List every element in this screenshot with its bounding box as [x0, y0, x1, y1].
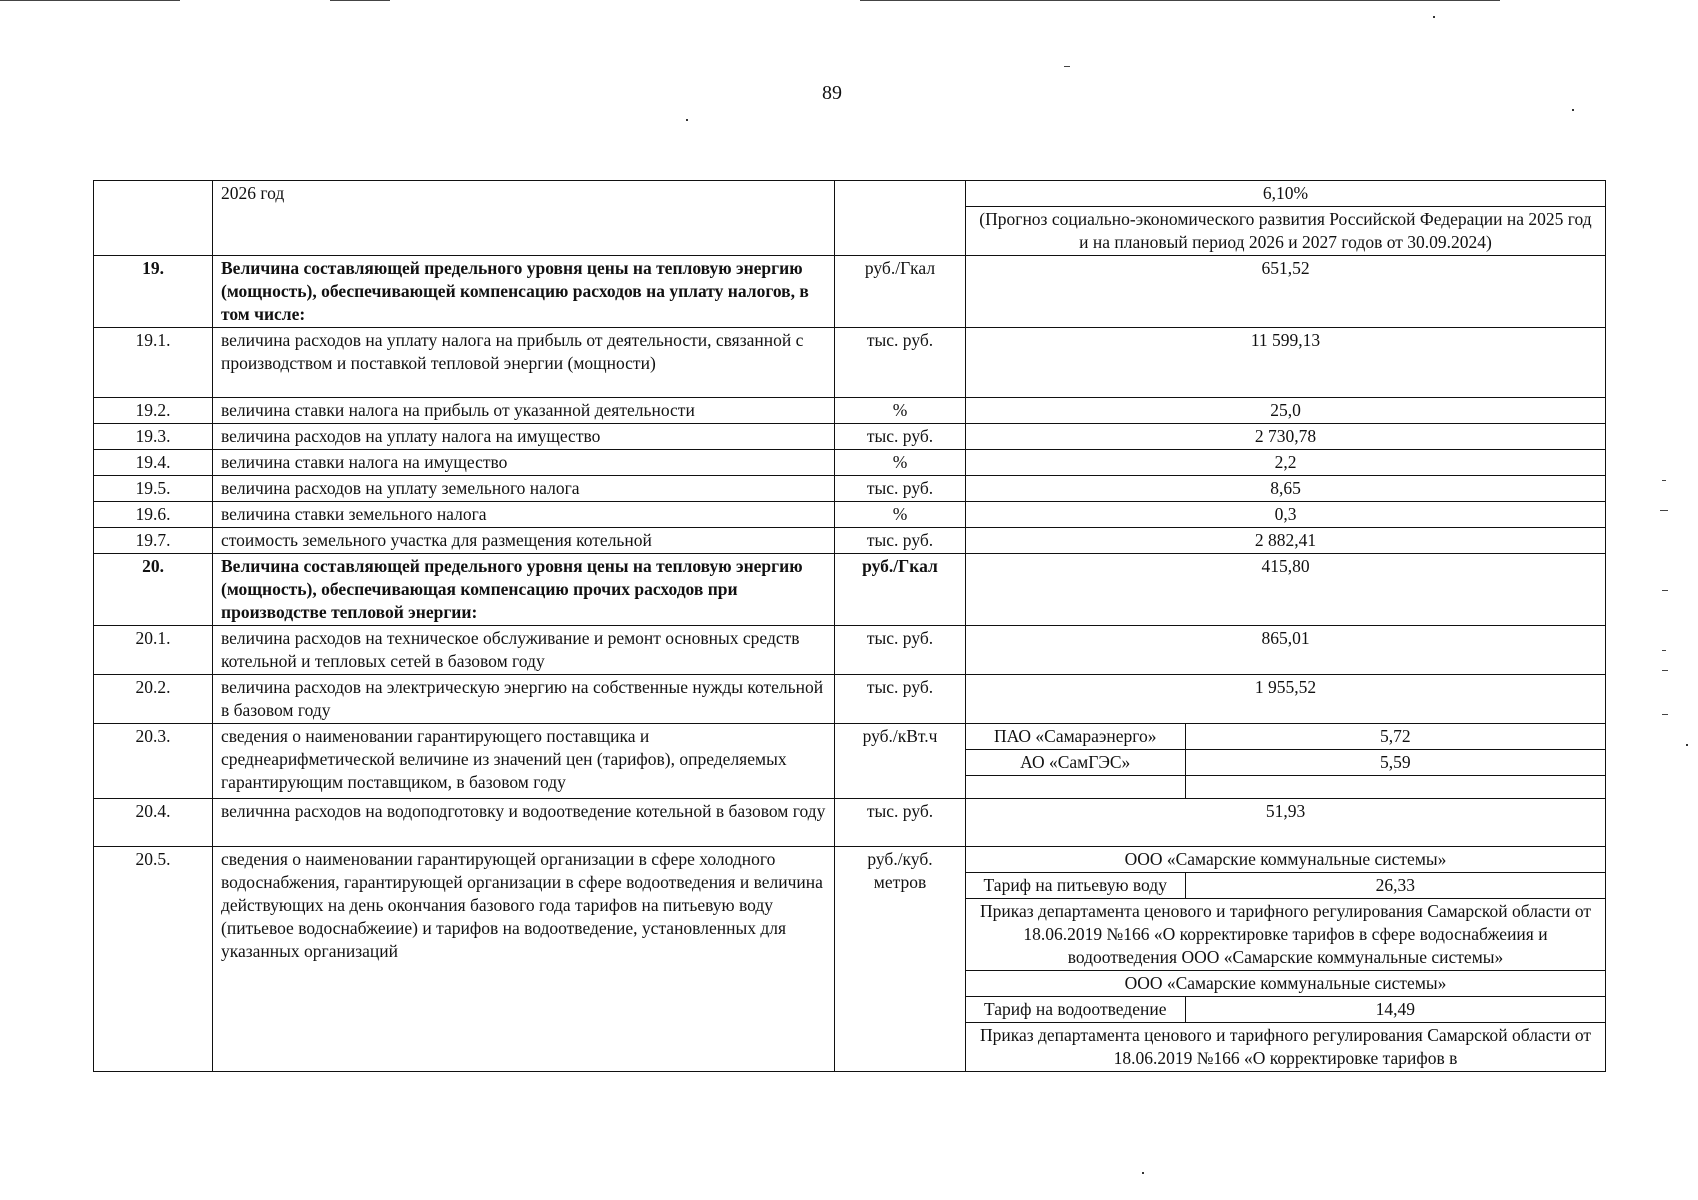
row-unit: тыс. руб. — [835, 528, 966, 554]
row-number: 20.3. — [94, 724, 213, 799]
row-unit: руб./Гкал — [835, 554, 966, 626]
row-text: стоимость земельного участка для размещения котельной — [213, 528, 835, 554]
row-number: 19.2. — [94, 398, 213, 424]
row-value: 0,3 — [966, 502, 1606, 528]
scan-mark — [1662, 480, 1666, 481]
row-number: 20.4. — [94, 798, 213, 846]
table-row — [94, 528, 1606, 554]
regulation-order: Приказ департамента ценового и тарифного регулирования Самарской области от 18.06.2019 №166 «О корректировке тарифов в сфере водоснабжеиия и водоотведения ООО «Самарские коммунальные системы» — [966, 898, 1605, 970]
empty-cell — [966, 776, 1185, 798]
sewer-org-name: ООО «Самарские коммунальные системы» — [966, 970, 1605, 996]
scan-mark — [860, 0, 1500, 1]
table-row — [94, 398, 1606, 424]
scan-mark — [1660, 510, 1668, 511]
table-row — [94, 675, 1606, 724]
table-row — [94, 181, 1606, 256]
row-value: 1 955,52 — [966, 675, 1606, 724]
water-org-name: ООО «Самарские коммунальные системы» — [966, 847, 1605, 873]
row-value: 25,0 — [966, 398, 1606, 424]
supplier-cell — [966, 724, 1606, 799]
row-unit: тыс. руб. — [835, 798, 966, 846]
row-number: 19.7. — [94, 528, 213, 554]
regulation-order: Приказ департамента ценового и тарифного регулирования Самарской области от 18.06.2019 №166 «О корректировке тарифов в — [979, 1024, 1592, 1068]
scan-mark — [1662, 590, 1668, 591]
row-text: Величина составляющей предельного уровня цены на тепловую энергию (мощность), обеспечивающая компенсацию прочих расходов при производстве тепловой энергии: — [213, 554, 835, 626]
row-unit: % — [835, 450, 966, 476]
table-row — [94, 626, 1606, 675]
row-unit: % — [835, 502, 966, 528]
supplier-price: 5,59 — [1185, 750, 1605, 776]
table-row — [94, 424, 1606, 450]
row-value: 8,65 — [966, 476, 1606, 502]
scan-mark — [1142, 1172, 1144, 1174]
tariff-label: Тариф на водоотведение — [966, 996, 1185, 1022]
row-unit — [835, 181, 966, 256]
scan-mark — [1662, 714, 1668, 715]
scan-mark — [1662, 650, 1666, 651]
row-value: 2,2 — [966, 450, 1606, 476]
scan-mark — [1686, 744, 1688, 746]
row-unit: тыс. руб. — [835, 675, 966, 724]
supplier-name: АО «СамГЭС» — [966, 750, 1185, 776]
row-text: величина расходов на уплату земельного налога — [213, 476, 835, 502]
row-number: 20.5. — [94, 846, 213, 1071]
supplier-name: ПАО «Самараэнерго» — [966, 724, 1185, 750]
supplier-price: 5,72 — [1185, 724, 1605, 750]
row-value: 651,52 — [966, 256, 1606, 328]
row-number: 19.6. — [94, 502, 213, 528]
table-row — [94, 798, 1606, 846]
tariff-label: Тариф на питьевую воду — [966, 872, 1185, 898]
scan-mark — [1572, 109, 1574, 111]
row-number: 19.5. — [94, 476, 213, 502]
row-number: 20.1. — [94, 626, 213, 675]
row-text: величина ставки налога на имущество — [213, 450, 835, 476]
scan-mark — [0, 0, 180, 1]
row-text: сведения о наименовании гарантирующего поставщика и среднеарифметической величине из значений цен (тарифов), определяемых гарантирующим поставщиком, в базовом году — [213, 724, 835, 799]
row-unit: тыс. руб. — [835, 476, 966, 502]
row-unit: тыс. руб. — [835, 424, 966, 450]
table-row — [94, 554, 1606, 626]
row-value: 2 730,78 — [966, 424, 1606, 450]
table-row — [94, 502, 1606, 528]
scan-mark — [686, 119, 688, 121]
water-tariff-cell — [966, 846, 1606, 1071]
row-number: 19.4. — [94, 450, 213, 476]
row-unit: руб./кВт.ч — [835, 724, 966, 799]
row-unit: % — [835, 398, 966, 424]
row-text: Величина составляющей предельного уровня цены на тепловую энергию (мощность), обеспечивающей компенсацию расходов на уплату налогов, в том числе: — [213, 256, 835, 328]
scan-mark — [330, 0, 390, 1]
row-text: сведения о наименовании гарантирующей организации в сфере холодного водоснабжения, гарантирующей организации в сфере водоотведения и величина действующих на день окончания базового года тарифов на питьевую воду (питьевое водоснабжеиие) и тарифов на водоотведение, установленных для указанных организаций — [213, 846, 835, 1071]
scan-mark — [1433, 16, 1435, 18]
row-number: 20. — [94, 554, 213, 626]
row-value: 51,93 — [966, 798, 1606, 846]
tariff-value: 26,33 — [1185, 872, 1605, 898]
row-unit: тыс. руб. — [835, 626, 966, 675]
row-text: величина расходов на техническое обслуживание и ремонт основных средств котельной и тепловых сетей в базовом году — [213, 626, 835, 675]
row-value: 11 599,13 — [966, 328, 1606, 398]
tariff-value: 14,49 — [1185, 996, 1605, 1022]
table-row — [94, 256, 1606, 328]
row-text: величина расходов на электрическую энергию на собственные нужды котельной в базовом году — [213, 675, 835, 724]
row-text: 2026 год — [213, 181, 835, 256]
row-text: величина расходов на уплату налога на имущество — [213, 424, 835, 450]
forecast-note: (Прогноз социально-экономического развития Российской Федерации на 2025 год и на плановый период 2026 и 2027 годов от 30.09.2024) — [979, 209, 1592, 252]
table-row — [94, 450, 1606, 476]
row-unit: руб./куб. метров — [835, 846, 966, 1071]
scan-mark — [1662, 670, 1668, 671]
row-value: 865,01 — [966, 626, 1606, 675]
tariff-table — [93, 180, 1606, 1072]
row-value: 415,80 — [966, 554, 1606, 626]
table-row — [94, 846, 1606, 1071]
forecast-value: 6,10% — [966, 181, 1605, 207]
row-value-cell — [966, 181, 1606, 256]
table-row — [94, 724, 1606, 799]
scan-mark — [1064, 66, 1070, 67]
row-number: 20.2. — [94, 675, 213, 724]
page-number: 89 — [822, 82, 842, 104]
empty-cell — [1185, 776, 1605, 798]
row-text: величина расходов на уплату налога на прибыль от деятельности, связанной с производством и поставкой тепловой энергии (мощности) — [213, 328, 835, 398]
row-value: 2 882,41 — [966, 528, 1606, 554]
row-unit: тыс. руб. — [835, 328, 966, 398]
row-number: 19.1. — [94, 328, 213, 398]
row-number — [94, 181, 213, 256]
row-number: 19. — [94, 256, 213, 328]
row-text: величина ставки земельного налога — [213, 502, 835, 528]
row-number: 19.3. — [94, 424, 213, 450]
row-text: величнна расходов на водоподготовку и водоотведение котельной в базовом году — [213, 798, 835, 846]
table-row — [94, 328, 1606, 398]
row-unit: руб./Гкал — [835, 256, 966, 328]
row-text: величина ставки налога на прибыль от указанной деятельности — [213, 398, 835, 424]
table-row — [94, 476, 1606, 502]
